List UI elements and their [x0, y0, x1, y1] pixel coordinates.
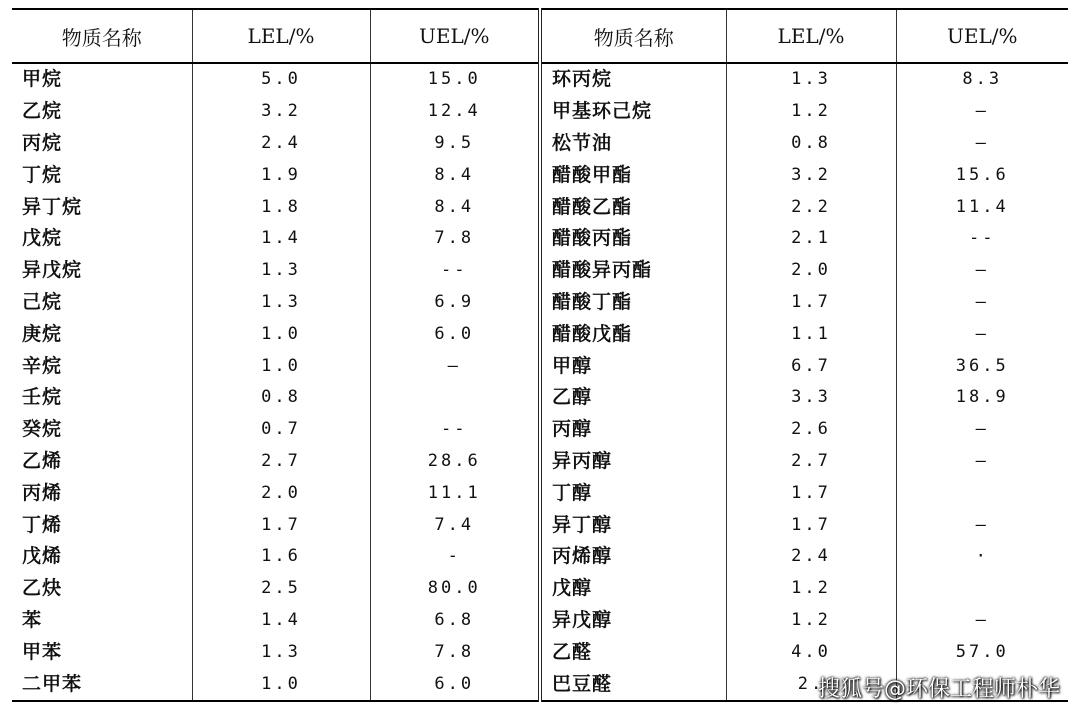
table-row [12, 63, 1068, 96]
substance-name-right-cell: 异丙醇 [540, 446, 726, 478]
uel-right-cell: -- [896, 223, 1068, 255]
table-body [12, 63, 1068, 701]
uel-left-cell: 12.4 [370, 96, 540, 128]
table-row [12, 573, 1068, 605]
substance-name-right-cell: 甲基环己烷 [540, 96, 726, 128]
lel-left-cell: 5.0 [192, 63, 370, 96]
lel-right-cell: 3.3 [726, 382, 896, 414]
substance-name-right-cell: 醋酸丙酯 [540, 223, 726, 255]
table-row [12, 446, 1068, 478]
uel-right-cell [896, 573, 1068, 605]
header-substance-name-right: 物质名称 [540, 9, 726, 63]
flammability-limits-table-container [12, 8, 1068, 702]
substance-name-left-cell: 壬烷 [22, 386, 63, 409]
table-row [12, 128, 1068, 160]
table-row [12, 509, 1068, 541]
lel-right-cell: 2.6 [726, 414, 896, 446]
table-row [12, 636, 1068, 668]
substance-name-left-cell: 二甲苯 [12, 668, 192, 701]
header-uel-right: UEL/% [896, 9, 1068, 63]
lel-left-cell: 2.5 [192, 573, 370, 605]
lel-left-cell: 1.0 [192, 350, 370, 382]
header-lel-left: LEL/% [192, 9, 370, 63]
uel-right-cell: 11.4 [896, 191, 1068, 223]
substance-name-right-cell: 醋酸甲酯 [540, 159, 726, 191]
uel-right-cell: — [896, 318, 1068, 350]
watermark: 搜狐号@环保工程师朴华 [817, 677, 1060, 702]
table-row [12, 318, 1068, 350]
uel-right-cell: — [896, 446, 1068, 478]
uel-left-cell: 8.4 [370, 191, 540, 223]
uel-right-cell: 8.3 [896, 63, 1068, 96]
uel-left-cell: — [370, 350, 540, 382]
substance-name-right-cell: 环丙烷 [540, 63, 726, 96]
uel-right-cell: 15.6 [896, 159, 1068, 191]
lel-right-cell: 1.1 [726, 318, 896, 350]
uel-left-cell: 6.9 [370, 287, 540, 319]
uel-left-cell: 6.8 [370, 605, 540, 637]
substance-name-left-cell: 异丁烷 [22, 195, 83, 218]
lel-left-cell: 1.4 [192, 223, 370, 255]
uel-left-cell: -- [370, 414, 540, 446]
lel-left-cell: 1.8 [192, 191, 370, 223]
substance-name-right-cell: 巴豆醛 [540, 668, 726, 701]
substance-name-left-cell: 苯 [22, 608, 43, 631]
table-row [12, 191, 1068, 223]
uel-left-cell: 9.5 [370, 128, 540, 160]
flammability-limits-table [12, 8, 1068, 702]
lel-right-cell: 3.2 [726, 159, 896, 191]
uel-right-cell: — [896, 96, 1068, 128]
uel-left-cell: 7.4 [370, 509, 540, 541]
lel-left-cell: 0.7 [192, 414, 370, 446]
substance-name-left-cell: 甲苯 [22, 640, 63, 663]
lel-left-cell: 1.3 [192, 255, 370, 287]
substance-name-right-cell: 醋酸戊酯 [540, 318, 726, 350]
lel-right-cell: 2.0 [726, 255, 896, 287]
lel-right-cell: 4.0 [726, 636, 896, 668]
lel-left-cell: 1.9 [192, 159, 370, 191]
table-row [12, 255, 1068, 287]
substance-name-left-cell: 乙炔 [22, 577, 63, 600]
uel-left-cell: 11.1 [370, 477, 540, 509]
substance-name-right-cell: 乙醛 [540, 636, 726, 668]
uel-right-cell: — [896, 255, 1068, 287]
table-row [12, 382, 1068, 414]
uel-left-cell: 7.8 [370, 636, 540, 668]
uel-left-cell: 28.6 [370, 446, 540, 478]
table-row [12, 287, 1068, 319]
lel-left-cell: 1.4 [192, 605, 370, 637]
substance-name-right-cell: 丙醇 [540, 414, 726, 446]
uel-right-cell: 18.9 [896, 382, 1068, 414]
substance-name-right-cell: 戊醇 [540, 573, 726, 605]
uel-left-cell: 7.8 [370, 223, 540, 255]
table-row [12, 477, 1068, 509]
uel-left-cell: 6.0 [370, 318, 540, 350]
substance-name-right-cell: 醋酸异丙酯 [540, 255, 726, 287]
substance-name-left-cell: 庚烷 [22, 322, 63, 345]
substance-name-left-cell: 丙烷 [22, 131, 63, 154]
uel-right-cell [896, 477, 1068, 509]
uel-right-cell: 36.5 [896, 350, 1068, 382]
lel-right-cell: 1.7 [726, 477, 896, 509]
lel-left-cell: 1.0 [192, 668, 370, 701]
uel-left-cell [370, 382, 540, 414]
lel-right-cell: 1.2 [726, 573, 896, 605]
substance-name-left-cell: 丁烯 [22, 513, 63, 536]
substance-name-right-cell: 醋酸乙酯 [540, 191, 726, 223]
lel-left-cell: 1.3 [192, 287, 370, 319]
lel-left-cell: 2.4 [192, 128, 370, 160]
substance-name-right-cell: 丙烯醇 [540, 541, 726, 573]
uel-right-cell: — [896, 414, 1068, 446]
substance-name-right-cell: 松节油 [540, 128, 726, 160]
substance-name-right-cell: 甲醇 [540, 350, 726, 382]
table-row [12, 223, 1068, 255]
lel-right-cell: 1.3 [726, 63, 896, 96]
substance-name-left-cell: 异戊烷 [22, 259, 83, 282]
uel-right-cell: — [896, 509, 1068, 541]
table-row [12, 541, 1068, 573]
substance-name-left-cell: 辛烷 [22, 354, 63, 377]
table-row [12, 159, 1068, 191]
lel-right-cell: 1.7 [726, 287, 896, 319]
uel-left-cell: 8.4 [370, 159, 540, 191]
substance-name-left-cell: 丙烯 [22, 481, 63, 504]
substance-name-left-cell: 戊烷 [22, 227, 63, 250]
substance-name-right-cell: 丁醇 [540, 477, 726, 509]
header-lel-right: LEL/% [726, 9, 896, 63]
lel-right-cell: 2.7 [726, 446, 896, 478]
table-row [12, 605, 1068, 637]
lel-right-cell: 1.2 [726, 96, 896, 128]
uel-right-cell: — [896, 605, 1068, 637]
table-row [12, 350, 1068, 382]
lel-left-cell: 2.0 [192, 477, 370, 509]
lel-left-cell: 1.0 [192, 318, 370, 350]
substance-name-left-cell: 癸烷 [22, 418, 63, 441]
substance-name-left-cell: 己烷 [22, 290, 63, 313]
lel-left-cell: 1.6 [192, 541, 370, 573]
substance-name-right-cell: 异戊醇 [540, 605, 726, 637]
lel-right-cell: 1.7 [726, 509, 896, 541]
substance-name-left-cell: 戊烯 [22, 545, 63, 568]
substance-name-left-cell: 乙烯 [22, 449, 63, 472]
table-row [12, 414, 1068, 446]
lel-right-cell: 6.7 [726, 350, 896, 382]
lel-left-cell: 0.8 [192, 382, 370, 414]
lel-right-cell: 2.4 [726, 541, 896, 573]
uel-right-cell: — [896, 287, 1068, 319]
table-row [12, 96, 1068, 128]
substance-name-right-cell: 异丁醇 [540, 509, 726, 541]
uel-left-cell: -- [370, 255, 540, 287]
lel-right-cell: 2.1 [726, 223, 896, 255]
lel-right-cell: 2. [726, 668, 896, 701]
header-row [12, 9, 1068, 63]
uel-right-cell: · [896, 541, 1068, 573]
uel-left-cell: 15.0 [370, 63, 540, 96]
uel-right-cell: — [896, 128, 1068, 160]
uel-left-cell: 80.0 [370, 573, 540, 605]
lel-left-cell: 3.2 [192, 96, 370, 128]
lel-left-cell: 1.3 [192, 636, 370, 668]
substance-name-left-cell: 丁烷 [22, 163, 63, 186]
header-uel-left: UEL/% [370, 9, 540, 63]
lel-right-cell: 0.8 [726, 128, 896, 160]
lel-left-cell: 2.7 [192, 446, 370, 478]
uel-left-cell: 6.0 [370, 668, 540, 701]
uel-left-cell: - [370, 541, 540, 573]
lel-left-cell: 1.7 [192, 509, 370, 541]
substance-name-left-cell: 甲烷 [22, 68, 63, 91]
substance-name-right-cell: 醋酸丁酯 [540, 287, 726, 319]
lel-right-cell: 1.2 [726, 605, 896, 637]
substance-name-right-cell: 乙醇 [540, 382, 726, 414]
lel-right-cell: 2.2 [726, 191, 896, 223]
substance-name-left-cell: 乙烷 [22, 100, 63, 123]
header-substance-name-left: 物质名称 [12, 9, 192, 63]
uel-right-cell: 57.0 [896, 636, 1068, 668]
